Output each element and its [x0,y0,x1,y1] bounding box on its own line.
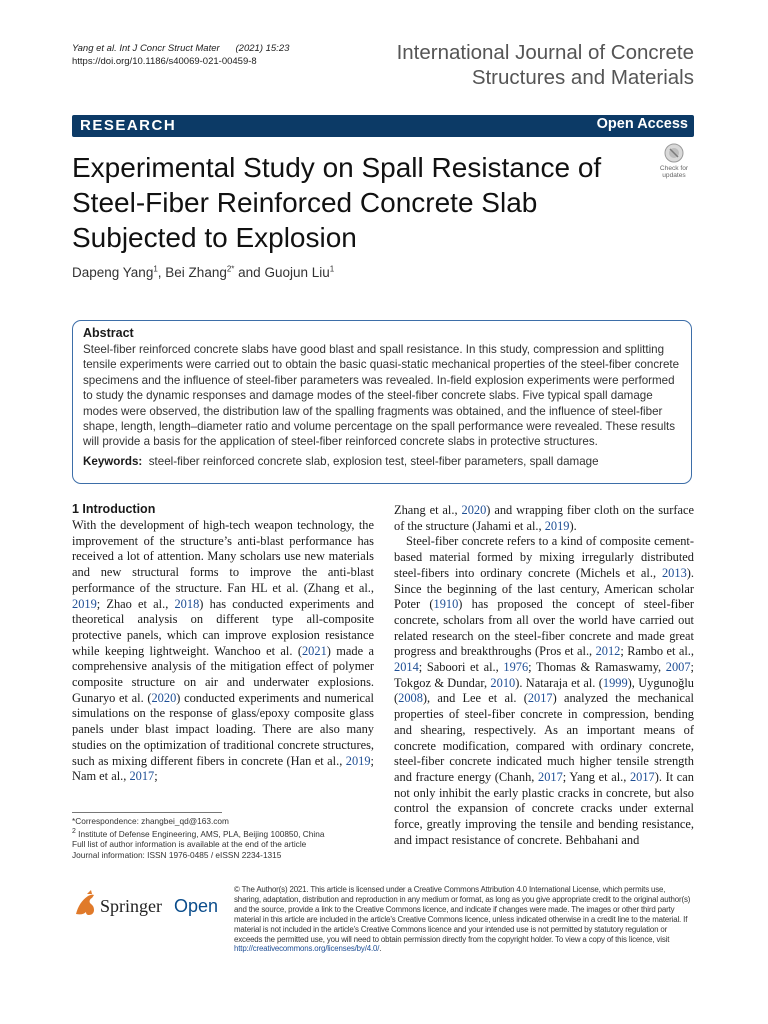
license-statement: © The Author(s) 2021. This article is licensed under a Creative Commons Attribution 4.0 International License, which permits use, sharing, adaptation, distribution and reproduction in any medium or format, as long as you give appropriate credit to the original author(s) and the source, provide a link to the Creative Commons licence, and indicate if changes were made. The images or other third party material in this article are included in the article’s Creative Commons licence, unless indicated otherwise in a credit line to the material. If material is not included in the article’s Creative Commons licence and your intended use is not permitted by statutory regulation or exceeds the permitted use, you will need to obtain permission directly from the copyright holder. To view a copy of this licence, visit http://creativecommons.org/licenses/by/4.0/. [234,885,691,954]
license-link[interactable]: http://creativecommons.org/licenses/by/4.0/ [234,944,380,954]
citation-journal: Yang et al. Int J Concr Struct Mater [72,43,220,54]
body-text: Zhang et al., [394,503,462,517]
body-text: ; Zhao et al., [96,596,175,611]
citation-link[interactable]: 1910 [433,597,459,612]
body-text: ; Thomas & Ramaswamy, [528,660,666,675]
badge-line1: Check for [659,165,689,172]
citation-link[interactable]: 2020 [461,503,487,517]
check-for-updates-badge[interactable] [654,140,694,180]
affiliation-note: $^2$ Institute of Defense Engineering, AMS, PLA, Beijing 100850, China [72,827,325,839]
body-text: ) analyzed the mechanical properties of steel-fiber concrete in compression, bending and shearing, respectively. As an important means of concrete modification, compared with ordinary concrete, steel-fiber concrete indicated much higher tensile strength and fracture energy (Chanh, [394,691,695,784]
intro-paragraph-1 [72,518,374,785]
section-heading-introduction: 1 Introduction [72,502,156,516]
body-text: ; Tokgoz & Dundar, [394,660,694,690]
body-text: ) and wrapping fiber cloth on the surface of the structure (Jahami et al., [394,503,694,533]
body-text: ; Saboori et al., [418,660,504,675]
citation-link[interactable]: 1976 [503,660,529,675]
citation-link[interactable]: 2010 [490,675,516,690]
citation-link[interactable]: 2017 [629,769,655,784]
citation-link[interactable]: 2008 [398,691,423,706]
check-for-updates-icon [654,140,694,180]
body-text: ; Rambo et al., [620,644,694,659]
citation-link[interactable]: 2017 [538,769,563,784]
citation-link[interactable]: 2007 [665,660,691,675]
journal-name [334,40,694,90]
citation-link[interactable]: 1999 [602,675,628,690]
open-wordmark: Open [174,896,219,916]
doi-link[interactable]: https://doi.org/10.1186/s40069-021-00459-8 [72,55,257,67]
citation-link[interactable]: 2021 [301,643,327,658]
open-access-label: Open Access [596,116,688,132]
citation-link[interactable]: 2014 [394,660,419,675]
body-text: ). Since the beginning of the last century, American scholar Poter ( [394,565,694,612]
journal-name-line1: International Journal of Concrete [396,41,694,64]
abstract-box [72,320,692,484]
citation-link[interactable]: 2017 [527,691,553,706]
author-2: Bei Zhang$^{2*}$ and [165,264,265,280]
citation-link[interactable]: 2013 [661,565,687,580]
keywords-label: Keywords: [83,454,143,468]
footnote-rule [72,812,222,813]
citation-link[interactable]: 2019 [544,518,570,533]
abstract-heading: Abstract [83,326,134,340]
author-3: Guojun Liu$^1$ [264,264,335,280]
author-list [72,264,334,280]
author-info-note: Full list of author information is available at the end of the article [72,838,307,849]
citation-link[interactable]: 2017 [129,769,155,784]
springer-wordmark: Springer [100,896,162,916]
body-column-right [394,503,694,848]
citation-link[interactable]: 2020 [151,690,177,705]
body-column-left [72,518,374,785]
body-text: ), and Lee et al. ( [422,691,528,706]
author-1: Dapeng Yang$^1$, [72,264,166,280]
body-text: Steel-fiber concrete refers to a kind of composite cement-based material formed by mixing irregularly distributed steel-fibers into ordinary concrete (Michels et al., [394,534,694,580]
citation-header [72,43,289,68]
abstract-text: Steel-fiber reinforced concrete slabs have good blast and spall resistance. In this study, compression and splitting tensile experiments were carried out to obtain the basic quasi-static mechanical properties of the steel-fiber concrete specimens and the influence of steel-fiber parameters was revealed. In-field explosion experiments were performed to study the dynamic responses and damage modes of the steel-fiber concrete slabs. Five typical spall damage modes were observed, the distribution law of the spalling fragments was obtained, and the influence of steel-fiber shape, length, length–diameter ratio and volume percentage on the spall performance were revealed. These results will provide a basis for the application of steel-fiber reinforced concrete slabs in protective structures. [83,343,680,449]
body-text: ). It can not only inhibit the early plastic cracks in concrete, but also control the expansion of concrete cracks under external force, greatly improving the tensile and bending resistance, and impact resistance of concrete. Behbahani and [394,769,694,847]
body-text: ; Nam et al., [72,753,374,784]
intro-paragraph-2 [394,534,694,848]
body-text: With the development of high-tech weapon technology, the improvement of the structure’s anti-blast performance has received a lot of attention. Many scholars use new materials and new structural forms to improve the anti-blast performance of the structure. Fan HL et al. ( [72,518,374,595]
correspondence-note: *Correspondence: zhangbei_qd@163.com [72,816,229,826]
body-text: Zhang et al., [307,580,374,595]
citation-link[interactable]: 2019 [345,753,371,768]
keywords-text: steel-fiber reinforced concrete slab, explosion test, steel-fiber parameters, spall damage [148,454,599,468]
citation-link[interactable]: 2012 [595,644,621,659]
body-text: ), Uygunoğlu ( [394,675,694,706]
body-text: ) has conducted experiments and theoretical analysis on different type all-composite protective panels, which can improve explosion resistance while keeping lightweight. Wanchoo et al. ( [72,596,374,658]
body-text: ). [569,518,577,533]
body-text: ) made a comprehensive analysis of the mitigation effect of polymer composite structure on air and underwater explosions. Gunaryo et al. ( [72,643,374,705]
body-text: ; Yang et al., [562,769,630,784]
article-title: Experimental Study on Spall Resistance of Steel-Fiber Reinforced Concrete Slab Subjected to Explosion [72,152,602,253]
article-type-banner [72,115,694,137]
citation-year: (2021) 15:23 [235,43,290,54]
springer-open-logo [72,886,222,922]
body-text: ) conducted experiments and numerical simulations on the response of glass/epoxy composite glass panels under blast impact loading. There are also many studies on the optimization of traditional concrete structures, such as mixing different fibers in concrete (Han et al., [72,690,374,768]
intro-paragraph-1-cont [394,503,694,534]
badge-line2: updates [662,172,686,179]
body-text: ) has proposed the concept of steel-fiber concrete, scholars from all over the world have carried out related research on the steel-fiber concrete and made great progress and breakthroughs (Pros et al., [394,597,694,659]
journal-name-line2: Structures and Materials [471,66,694,89]
article-type-label: RESEARCH [80,117,177,134]
footnotes [72,816,374,860]
journal-info-note: Journal information: ISSN 1976-0485 / eISSN 2234-1315 [72,849,282,860]
springer-horse-icon [76,890,94,915]
body-text: ). Nataraja et al. ( [515,675,603,690]
citation-link[interactable]: 2019 [72,596,97,611]
body-text: ; [154,769,158,784]
keywords [83,455,681,468]
citation-link[interactable]: 2018 [174,596,200,611]
